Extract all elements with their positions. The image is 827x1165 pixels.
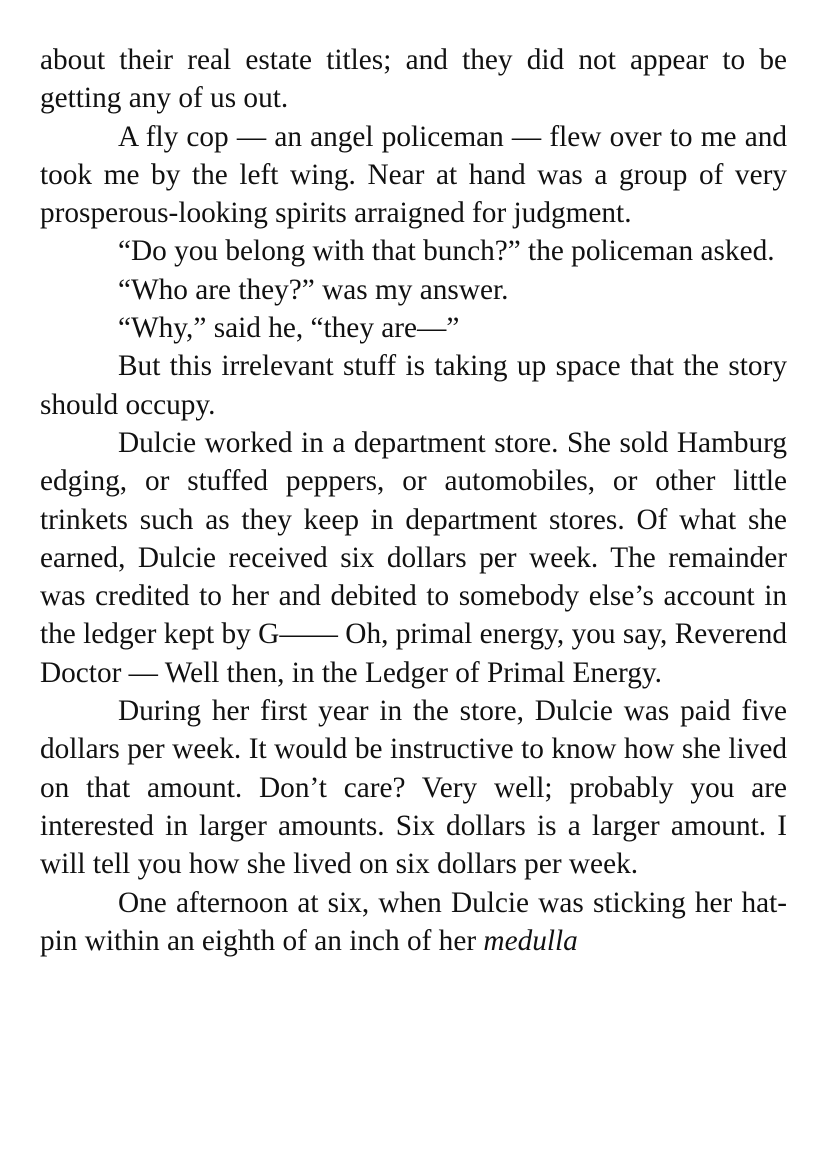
paragraph: A fly cop — an angel policeman — flew over to me and took me by the left wing. Near at hand was a group of very prosperous-looking spirits arraigned for judgment. bbox=[40, 120, 787, 230]
paragraph: During her first year in the store, Dulcie was paid five dollars per week. It would be instructive to know how she lived on that amount. Don’t care? Very well; probably you are interested in larger amounts. Six dollars is a larger amount. I will tell you how she lived on six dollars per week. bbox=[40, 695, 787, 881]
paragraph: “Why,” said he, “they are—” bbox=[118, 312, 460, 345]
document-page bbox=[40, 41, 787, 960]
paragraph: about their real estate titles; and they did not appear to be getting any of us out. bbox=[40, 44, 787, 115]
italic-word: medulla bbox=[483, 924, 578, 957]
paragraph-last bbox=[40, 884, 787, 961]
paragraph: Dulcie worked in a department store. She sold Hamburg edging, or stuffed peppers, or automobiles, or other little trinkets such as they keep in department stores. Of what she earned, Dulcie received six dollars per week. The remainder was credited to her and debited to somebody else’s account in the ledger kept by G—— Oh, primal energy, you say, Reverend Doctor — Well then, in the Ledger of Primal Energy. bbox=[40, 426, 787, 689]
paragraph: “Who are they?” was my answer. bbox=[118, 273, 509, 306]
paragraph-text: One afternoon at six, when Dulcie was sticking her hat-pin within an eighth of an inch of her bbox=[40, 886, 787, 957]
paragraph: But this irrelevant stuff is taking up space that the story should occupy. bbox=[40, 350, 787, 421]
paragraph: “Do you belong with that bunch?” the policeman asked. bbox=[118, 235, 775, 268]
